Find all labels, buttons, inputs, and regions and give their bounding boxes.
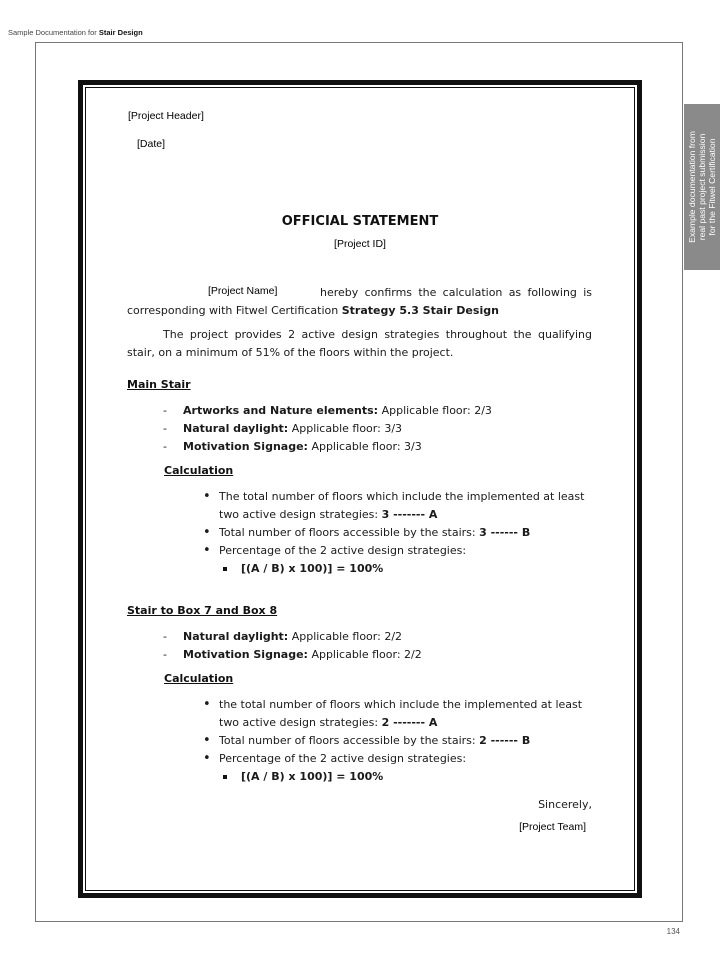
calc-line [219,506,595,524]
project-header: [Project Header] [128,110,204,122]
side-tab-line-1: Example documentation from [687,131,697,243]
box-calculation-heading: Calculation [164,672,234,685]
box-stair-heading: Stair to Box 7 and Box 8 [127,604,278,617]
list-item [163,438,583,456]
list-item [203,488,595,524]
item-value: Applicable floor: 2/3 [381,404,492,417]
calc-value-a: 3 ------- A [381,508,438,521]
side-tab-line-2: real past project submission [697,133,707,241]
closing: Sincerely, [538,798,592,811]
calc-formula: [(A / B) x 100)] = 100% [203,768,595,786]
calc-text: Total number of floors accessible by the stairs: [219,526,476,539]
calc-line: • the total number of floors which include the implemented at least [219,698,583,711]
calc-value-b: 2 ------ B [479,734,531,747]
signature: [Project Team] [519,821,586,833]
side-tab-line-3: for the Fitwel Certification [707,138,717,236]
main-calculation-heading: Calculation [164,464,234,477]
calc-formula: [(A / B) x 100)] = 100% [203,560,595,578]
main-calculation-list [203,488,595,578]
paragraph-2-line-1: The project provides 2 active design strategies throughout the qualifying [163,328,592,341]
list-item [203,524,595,542]
project-name: [Project Name] [208,285,278,297]
main-stair-list [163,402,583,456]
intro-line-1: hereby confirms the calculation as following is [320,286,592,299]
item-label: Natural daylight: [183,630,289,643]
list-item [203,696,595,732]
strategy-name: Strategy 5.3 Stair Design [341,304,499,317]
calc-value-a: 2 ------- A [381,716,438,729]
item-label: Motivation Signage: [183,440,308,453]
calc-text: two active design strategies: [219,716,379,729]
project-id: [Project ID] [334,238,386,250]
box-calculation-list [203,696,595,786]
box-stair-list [163,628,583,664]
list-item [203,750,595,768]
calc-value-b: 3 ------ B [479,526,531,539]
page-number: 134 [666,927,680,936]
date-placeholder: [Date] [137,138,166,150]
calc-text: Percentage of the 2 active design strategies: [219,752,467,765]
main-stair-heading: Main Stair [127,378,191,391]
item-label: Motivation Signage: [183,648,308,661]
caption-prefix: Sample Documentation for [8,28,97,37]
item-value: Applicable floor: 3/3 [311,440,422,453]
caption-bold: Stair Design [98,28,143,37]
calc-line [219,714,595,732]
item-value: Applicable floor: 2/2 [291,630,403,643]
paragraph-2 [127,326,592,362]
calc-text: two active design strategies: [219,508,379,521]
item-value: Applicable floor: 2/2 [311,648,422,661]
list-item [163,402,583,420]
list-item [163,646,583,664]
document-caption [8,28,143,37]
intro-line-2 [127,302,592,320]
calc-text: Percentage of the 2 active design strategies: [219,544,467,557]
intro-line-2-prefix: corresponding with Fitwel Certification [127,304,339,317]
list-item [163,628,583,646]
paragraph-2-line-2: stair, on a minimum of 51% of the floors within the project. [127,346,454,359]
list-item [203,542,595,560]
calc-text: Total number of floors accessible by the stairs: [219,734,476,747]
list-item [203,732,595,750]
calc-line: • The total number of floors which include the implemented at least [219,490,585,503]
item-label: Natural daylight: [183,422,289,435]
page-title: OFFICIAL STATEMENT [281,214,439,229]
item-label: Artworks and Nature elements: [183,404,379,417]
item-value: Applicable floor: 3/3 [291,422,403,435]
list-item [163,420,583,438]
